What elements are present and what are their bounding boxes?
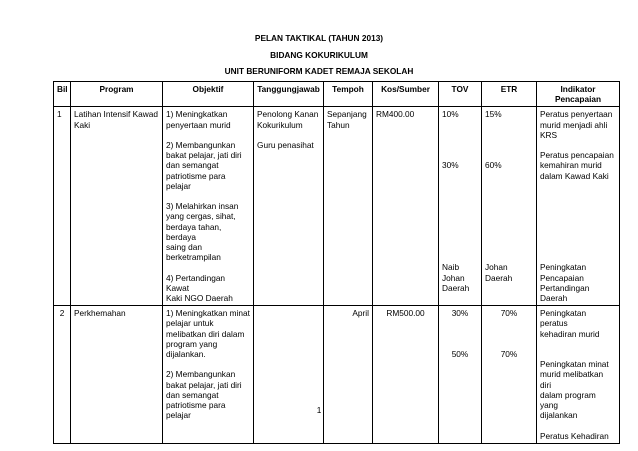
cell-program: Perkhemahan bbox=[71, 306, 163, 444]
table-row bbox=[54, 306, 620, 444]
cell-tanggungjawab bbox=[254, 306, 324, 444]
table-header-row bbox=[54, 82, 620, 107]
tactical-plan-table bbox=[53, 81, 620, 444]
document-subtitle: BIDANG KOKURIKULUM bbox=[270, 50, 368, 60]
table-row bbox=[54, 107, 620, 306]
cell-program: Latihan Intensif Kawad Kaki bbox=[71, 107, 163, 306]
cell-etr: 70% 70% bbox=[482, 306, 537, 444]
cell-tov: 10% 30% Naib Johan Daerah bbox=[439, 107, 482, 306]
unit-name: UNIT BERUNIFORM KADET REMAJA SEKOLAH bbox=[224, 66, 414, 76]
cell-bil: 1 bbox=[54, 107, 71, 306]
col-header-tov: TOV bbox=[439, 82, 482, 107]
cell-tempoh: Sepanjang Tahun bbox=[324, 107, 373, 306]
cell-tov: 30% 50% bbox=[439, 306, 482, 444]
col-header-program: Program bbox=[71, 82, 163, 107]
cell-tanggungjawab: Penolong Kanan Kokurikulum Guru penasihat bbox=[254, 107, 324, 306]
col-header-etr: ETR bbox=[482, 82, 537, 107]
col-header-bil: Bil bbox=[54, 82, 71, 107]
cell-tempoh: April bbox=[324, 306, 373, 444]
cell-indikator: Peratus penyertaan murid menjadi ahli KRS Peratus pencapaian kemahiran murid dalam Kawad Kaki Peningkatan Pencapaian Pertandingan Daerah bbox=[537, 107, 620, 306]
cell-etr: 15% 60% Johan Daerah bbox=[482, 107, 537, 306]
col-header-tanggungjawab: Tanggungjawab bbox=[254, 82, 324, 107]
cell-kos: RM400.00 bbox=[373, 107, 439, 306]
col-header-tempoh: Tempoh bbox=[324, 82, 373, 107]
col-header-kos: Kos/Sumber bbox=[373, 82, 439, 107]
cell-indikator: Peningkatan peratus kehadiran murid Peningkatan minat murid melibatkan diri dalam program yang dijalankan Peratus Kehadiran bbox=[537, 306, 620, 444]
page-number: 1 bbox=[316, 405, 322, 415]
cell-objektif: 1) Meningkatkan minat pelajar untuk melibatkan diri dalam program yang dijalankan. 2) Membangunkan bakat pelajar, jati diri dan semangat patriotisme para pelajar bbox=[163, 306, 254, 444]
cell-bil: 2 bbox=[54, 306, 71, 444]
col-header-indikator: Indikator Pencapaian bbox=[537, 82, 620, 107]
document-title: PELAN TAKTIKAL (TAHUN 2013) bbox=[254, 33, 384, 43]
col-header-objektif: Objektif bbox=[163, 82, 254, 107]
cell-objektif: 1) Meningkatkan penyertaan murid 2) Membangunkan bakat pelajar, jati diri dan semangat patriotisme para pelajar 3) Melahirkan insan yang cergas, sihat, berdaya tahan, berdaya saing dan berketrampilan 4) Pertandingan Kawat Kaki NGO Daerah bbox=[163, 107, 254, 306]
cell-kos: RM500.00 bbox=[373, 306, 439, 444]
